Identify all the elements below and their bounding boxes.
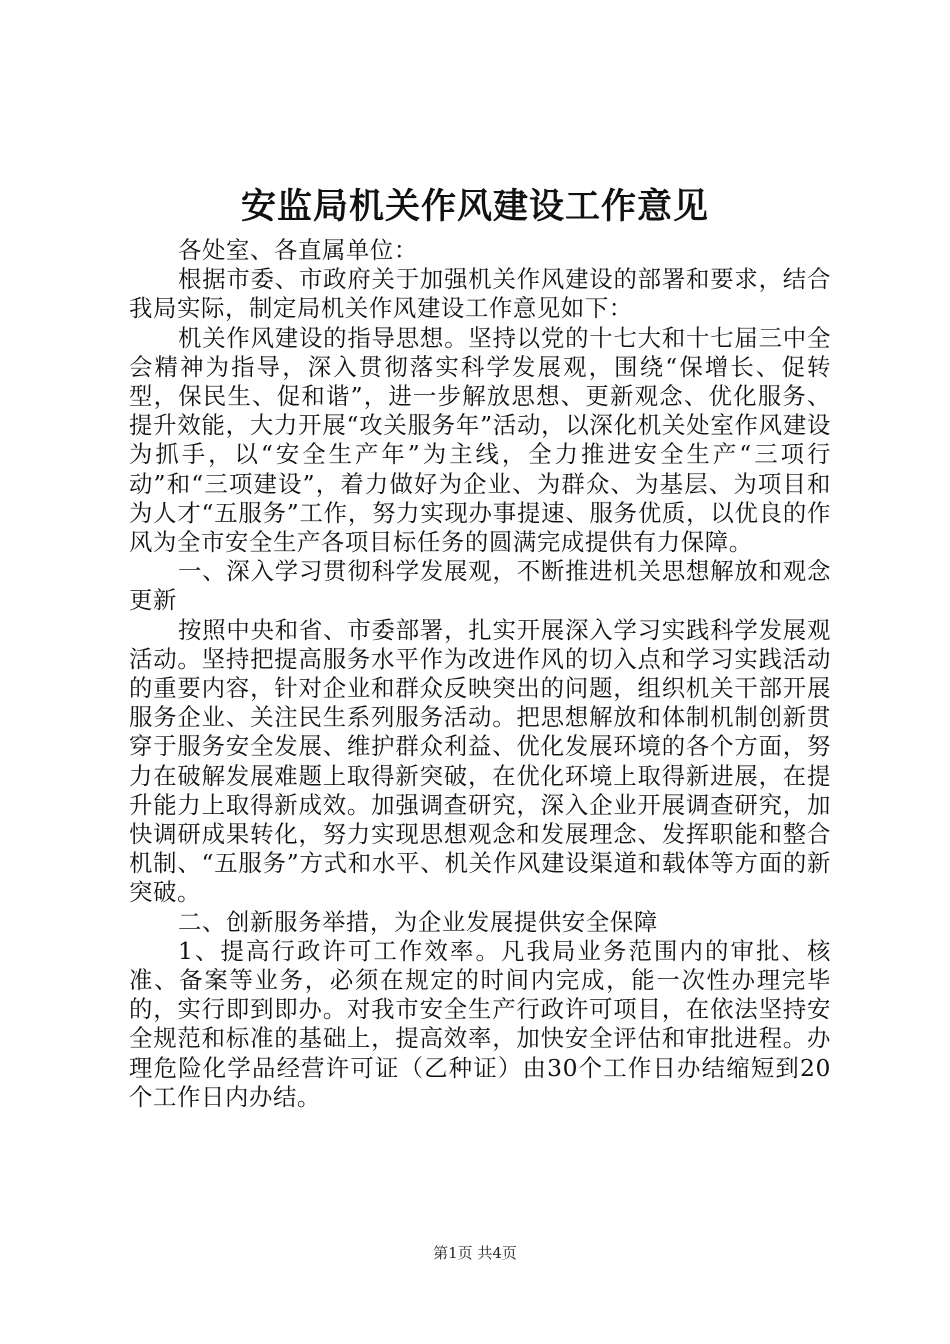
intro-paragraph: 根据市委、市政府关于加强机关作风建设的部署和要求，结合我局实际，制定局机关作风建设工作意见如下： <box>129 265 831 323</box>
guiding-thought-paragraph: 机关作风建设的指导思想。坚持以党的十七大和十七届三中全会精神为指导，深入贯彻落实科学发展观，围绕“保增长、促转型，保民生、促和谐”，进一步解放思想、更新观念、优化服务、提升效能，大力开展“攻关服务年”活动，以深化机关处室作风建设为抓手，以“安全生产年”为主线，全力推进安全生产“三项行动”和“三项建设”，着力做好为企业、为群众、为基层、为项目和为人才“五服务”工作，努力实现办事提速、服务优质，以优良的作风为全市安全生产各项目标任务的圆满完成提供有力保障。 <box>129 323 831 557</box>
section-one-heading: 一、深入学习贯彻科学发展观，不断推进机关思想解放和观念更新 <box>129 557 831 615</box>
section-two-heading: 二、创新服务举措，为企业发展提供安全保障 <box>178 907 658 936</box>
page-footer: 第1页 共4页 <box>433 1244 517 1262</box>
item-one-paragraph: 1、提高行政许可工作效率。凡我局业务范围内的审批、核准、备案等业务，必须在规定的时间内完成，能一次性办理完毕的，实行即到即办。对我市安全生产行政许可项目，在依法坚持安全规范和标准的基础上，提高效率，加快安全评估和审批进程。办理危险化学品经营许可证（乙种证）由30个工作日办结缩短到20个工作日内办结。 <box>129 936 831 1111</box>
document-body <box>129 236 831 1112</box>
section-one-paragraph: 按照中央和省、市委部署，扎实开展深入学习实践科学发展观活动。坚持把提高服务水平作为改进作风的切入点和学习实践活动的重要内容，针对企业和群众反映突出的问题，组织机关干部开展服务企业、关注民生系列服务活动。把思想解放和体制机制创新贯穿于服务安全发展、维护群众利益、优化发展环境的各个方面，努力在破解发展难题上取得新突破，在优化环境上取得新进展，在提升能力上取得新成效。加强调查研究，深入企业开展调查研究，加快调研成果转化，努力实现思想观念和发展理念、发挥职能和整合机制、“五服务”方式和水平、机关作风建设渠道和载体等方面的新突破。 <box>129 615 831 907</box>
salutation-paragraph: 各处室、各直属单位： <box>178 236 418 264</box>
document-title: 安监局机关作风建设工作意见 <box>240 186 709 227</box>
